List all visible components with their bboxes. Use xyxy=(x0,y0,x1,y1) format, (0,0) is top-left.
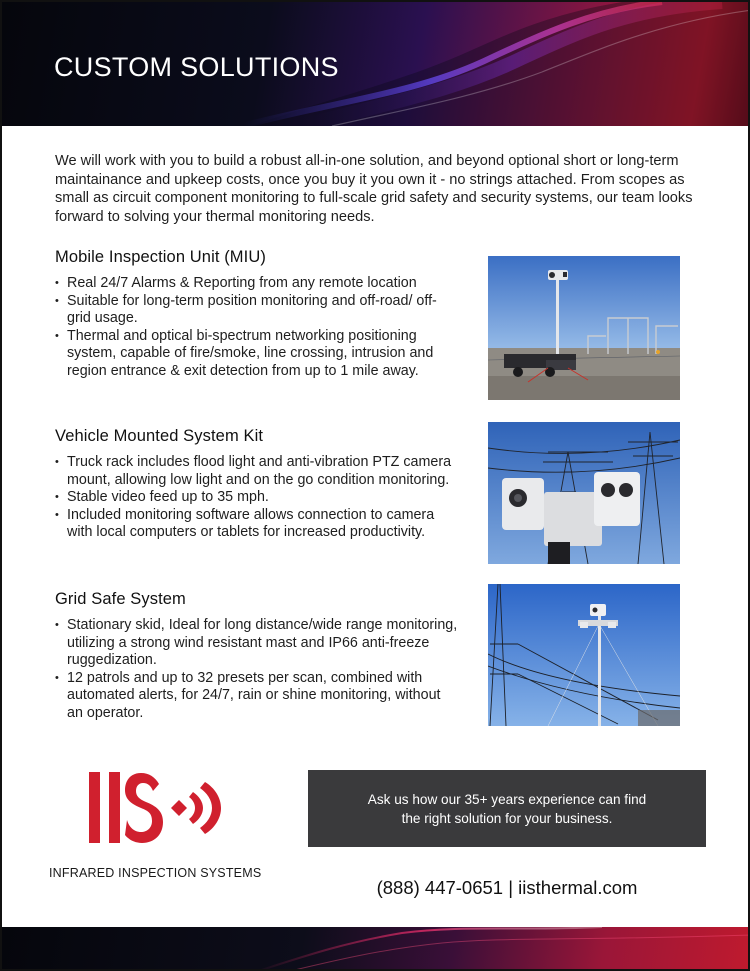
section-title: Mobile Inspection Unit (MIU) xyxy=(55,248,266,266)
list-item: • 12 patrols and up to 32 presets per scan, combined with automated alerts, for 24/7, rain or shine monitoring, without an operator. xyxy=(55,670,460,723)
photo-vehicle-mounted-kit xyxy=(488,422,680,564)
photo-mobile-inspection-unit xyxy=(488,256,680,400)
iis-logo xyxy=(87,770,232,845)
cta-text: Ask us how our 35+ years experience can find the right solution for your business. xyxy=(367,791,647,826)
list-item: • Stationary skid, Ideal for long distance/wide range monitoring, utilizing a strong wind resistant mast and IP66 anti-freeze ruggedization. xyxy=(55,617,460,670)
iis-logo-mark xyxy=(87,770,232,845)
bullet-list xyxy=(55,454,460,542)
header-banner xyxy=(2,2,750,126)
photo-grid-safe-system xyxy=(488,584,680,726)
bullet-list xyxy=(55,617,460,723)
section-mobile-inspection-unit xyxy=(55,248,460,381)
list-item: • Suitable for long-term position monitoring and off-road/ off-grid usage. xyxy=(55,293,460,328)
section-title: Grid Safe System xyxy=(55,590,186,608)
footer-banner xyxy=(2,927,750,971)
intro-paragraph: We will work with you to build a robust all-in-one solution, and beyond optional short or long-term maintainance and upkeep costs, once you buy it you own it - no strings attached. From scopes as small as circuit component monitoring to full-scale grid safety and security systems, our team looks forward to solving your thermal monitoring needs. xyxy=(55,153,693,225)
list-item: • Truck rack includes flood light and anti-vibration PTZ camera mount, allowing low light and on the go condition monitoring. xyxy=(55,454,460,489)
footer-wave-graphic xyxy=(2,927,750,971)
cta-box xyxy=(308,770,706,847)
section-grid-safe-system xyxy=(55,590,460,723)
logo-caption: INFRARED INSPECTION SYSTEMS xyxy=(49,866,262,880)
bullet-list xyxy=(55,275,460,381)
list-item: • Stable video feed up to 35 mph. xyxy=(55,489,460,507)
list-item: • Thermal and optical bi-spectrum networking positioning system, capable of fire/smoke, line crossing, intrusion and region entrance & exit detection from up to 1 mile away. xyxy=(55,328,460,381)
list-item: • Included monitoring software allows connection to camera with local computers or tablets for increased productivity. xyxy=(55,507,460,542)
section-title: Vehicle Mounted System Kit xyxy=(55,427,264,445)
list-item: • Real 24/7 Alarms & Reporting from any remote location xyxy=(55,275,460,293)
page-title: CUSTOM SOLUTIONS xyxy=(54,52,339,82)
section-vehicle-mounted-kit xyxy=(55,427,460,542)
contact-info[interactable]: (888) 447-0651 | iisthermal.com xyxy=(376,877,638,898)
